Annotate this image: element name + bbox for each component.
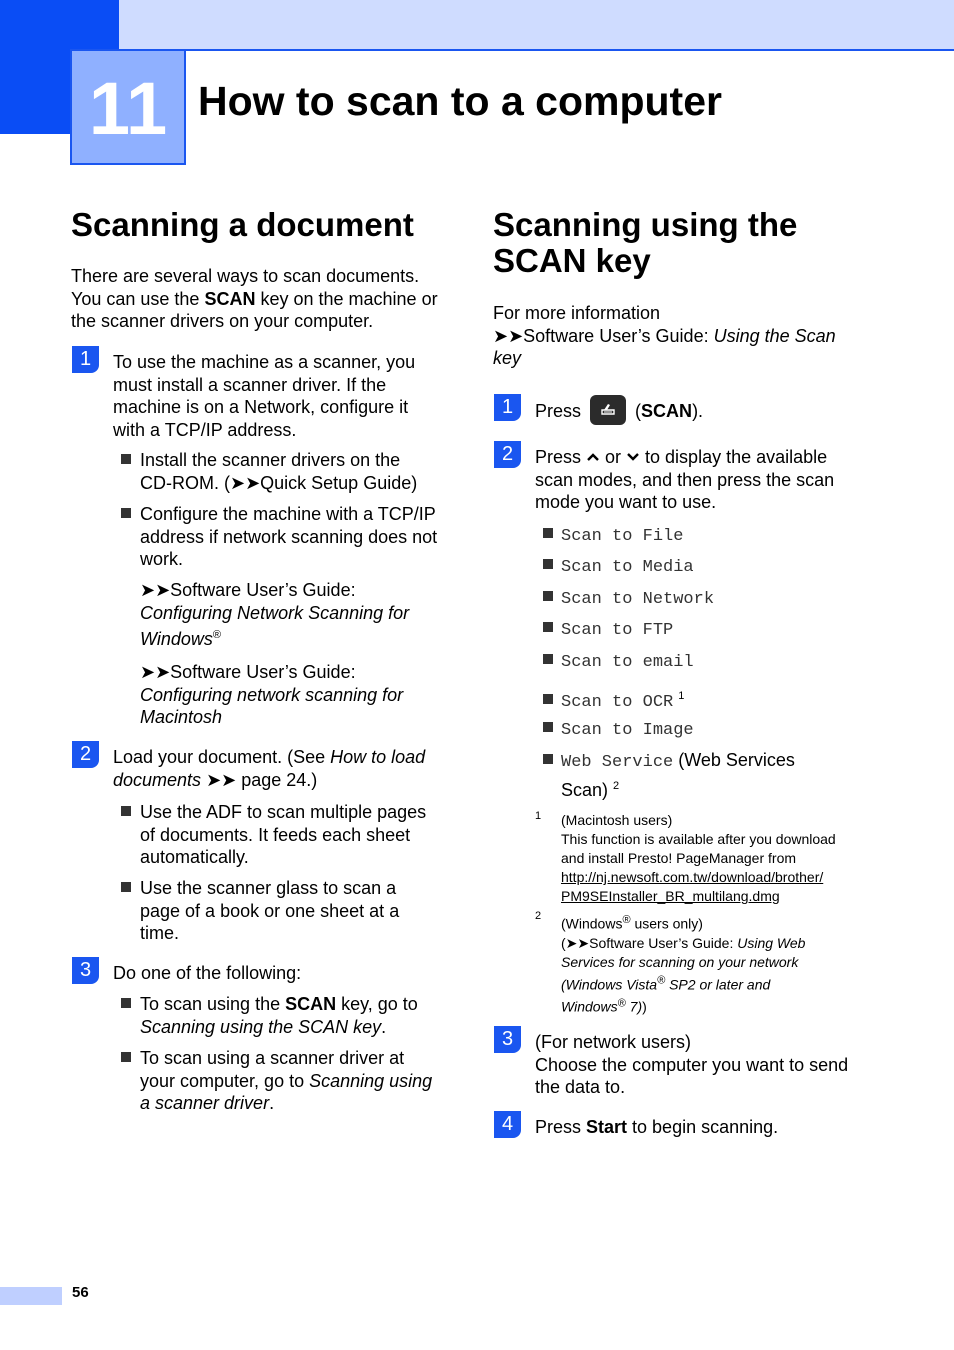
footnote-mark: 1 bbox=[535, 810, 542, 822]
download-link[interactable]: http://nj.newsoft.com.tw/download/brother/ bbox=[561, 869, 824, 885]
bullet-icon bbox=[121, 1052, 131, 1062]
bullet-icon bbox=[121, 806, 131, 816]
step-3-text: (For network users) Choose the computer you want to send the data to. bbox=[535, 1032, 849, 1097]
scan-key-icon bbox=[590, 395, 626, 425]
scan-mode-item: Scan to Network bbox=[543, 586, 714, 612]
scan-mode-item: Scan to email bbox=[543, 649, 694, 675]
scan-mode-item: Scan to OCR $^1$ bbox=[543, 685, 684, 715]
more-info-paragraph: For more information ➤➤Software User’s Guide: Using the Scan key bbox=[493, 303, 836, 368]
footnote-mark: 2 bbox=[535, 910, 542, 922]
chapter-title: How to scan to a computer bbox=[198, 78, 722, 124]
step-3-badge: 3 bbox=[72, 957, 99, 984]
cross-reference: ➤➤Software User’s Guide: Configuring network scanning for Macintosh bbox=[140, 662, 404, 727]
bullet-icon bbox=[543, 754, 553, 764]
bullet-icon bbox=[121, 998, 131, 1008]
list-item: To scan using the SCAN key, go to Scanning using the SCAN key. bbox=[140, 994, 418, 1037]
bullet-icon bbox=[121, 882, 131, 892]
bullet-icon bbox=[543, 654, 553, 664]
page-tab bbox=[0, 1287, 62, 1305]
bullet-icon bbox=[543, 591, 553, 601]
scan-mode-item: Scan to Media bbox=[543, 554, 694, 580]
step-2-text: Press or to display the available scan modes, and then press the scan mode you want to use. bbox=[535, 447, 835, 512]
step-4-text: Press Start to begin scanning. bbox=[535, 1117, 779, 1137]
list-item: Install the scanner drivers on the CD-ROM. (➤➤Quick Setup Guide) bbox=[140, 450, 418, 493]
step-3-badge: 3 bbox=[494, 1026, 521, 1053]
bullet-icon bbox=[121, 454, 131, 464]
footnote-2: (Windows® users only) (➤➤Software User’s Guide: Using Web Services for scanning on your network (Windows Vista® SP2 or later and Windows® 7)) bbox=[561, 914, 806, 1015]
bullet-icon bbox=[543, 694, 553, 704]
intro-paragraph: There are several ways to scan documents. You can use the SCAN key on the machine or the scanner drivers on your computer. bbox=[71, 266, 438, 331]
down-arrow-icon bbox=[626, 447, 640, 467]
list-item: Configure the machine with a TCP/IP address if network scanning does not work. bbox=[140, 504, 438, 569]
header-band bbox=[0, 0, 954, 51]
chapter-number: 11 bbox=[88, 67, 168, 150]
step-1-text: Press (SCAN). bbox=[535, 397, 875, 427]
bullet-icon bbox=[543, 559, 553, 569]
list-item: To scan using a scanner driver at your computer, go to Scanning using a scanner driver. bbox=[140, 1048, 433, 1113]
page-number: 56 bbox=[72, 1284, 89, 1301]
scan-mode-item: Scan to FTP bbox=[543, 617, 673, 643]
section-heading-scanning-document: Scanning a document bbox=[71, 206, 414, 243]
bullet-icon bbox=[543, 722, 553, 732]
chapter-number-box bbox=[70, 49, 186, 165]
footnote-1: (Macintosh users) This function is available after you download and install Presto! PageManager from http://nj.newsoft.com.tw/download/brother/ PM9SEInstaller_BR_multilang.dmg bbox=[561, 812, 836, 904]
step-2-text: Load your document. (See How to load documents ➤➤ page 24.) bbox=[113, 747, 426, 790]
scan-mode-item: Scan to File bbox=[543, 523, 683, 549]
step-1-badge: 1 bbox=[72, 346, 99, 373]
step-2-badge: 2 bbox=[72, 741, 99, 768]
bullet-icon bbox=[543, 528, 553, 538]
step-1-badge: 1 bbox=[494, 394, 521, 421]
bullet-icon bbox=[543, 622, 553, 632]
step-1-text: To use the machine as a scanner, you must install a scanner driver. If the machine is on a Network, configure it with a TCP/IP address. bbox=[113, 352, 416, 440]
step-3-text: Do one of the following: bbox=[113, 963, 302, 983]
list-item: Use the ADF to scan multiple pages of documents. It feeds each sheet automatically. bbox=[140, 802, 427, 867]
scan-mode-item: Scan to Image bbox=[543, 717, 694, 743]
scan-mode-item: Web Service (Web Services Scan) $^2$ bbox=[543, 749, 843, 801]
step-4-badge: 4 bbox=[494, 1111, 521, 1138]
step-2-badge: 2 bbox=[494, 441, 521, 468]
section-heading-scan-key: Scanning using the SCAN key bbox=[493, 206, 798, 279]
cross-reference: ➤➤Software User’s Guide: Configuring Network Scanning for Windows® bbox=[140, 580, 410, 649]
list-item: Use the scanner glass to scan a page of a book or one sheet at a time. bbox=[140, 878, 400, 943]
up-arrow-icon bbox=[586, 447, 600, 467]
download-link[interactable]: PM9SEInstaller_BR_multilang.dmg bbox=[561, 888, 780, 904]
bullet-icon bbox=[121, 508, 131, 518]
